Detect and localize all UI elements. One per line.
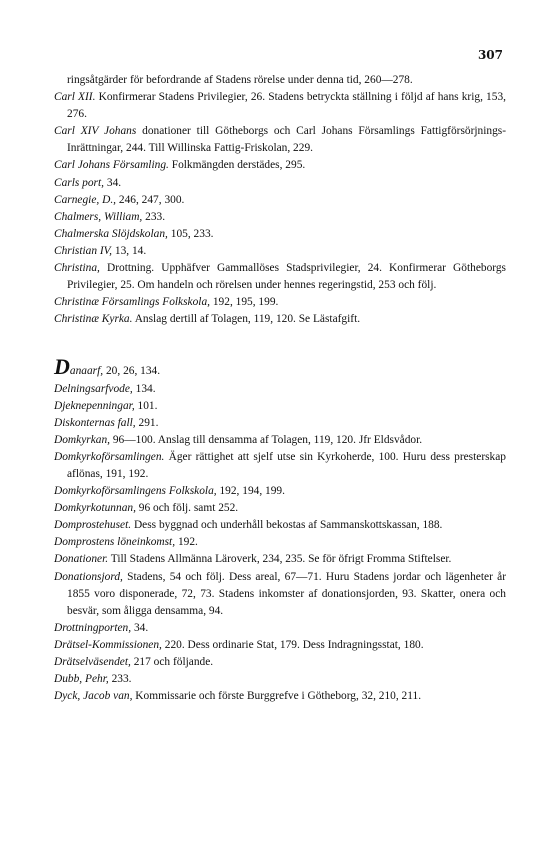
index-entry-text: Folkmängden derstädes, 295.	[171, 159, 306, 172]
index-entry-head: Djeknepenningar,	[54, 399, 135, 412]
index-entry	[54, 157, 506, 174]
index-entry-head: Domkyrkoförsamlingens Folkskola,	[54, 485, 217, 498]
index-entry	[54, 517, 506, 534]
index-entry-head: Domprostehuset.	[54, 519, 132, 532]
index-text	[54, 72, 506, 705]
index-entry-head: Drottningporten,	[54, 621, 132, 634]
index-entry-text: Drottning. Upphäfver Gammallöses Stadsprivilegier, 24. Konfirmerar Götheborgs Privilegier, 25. Om handeln och rörelsen under hennes regeringstid, 253 och följ.	[67, 262, 506, 292]
index-entry-text: Anslag dertill af Tolagen, 119, 120. Se Lästafgift.	[134, 313, 361, 326]
index-entry-head: Christian IV,	[54, 244, 113, 257]
index-entry	[54, 654, 506, 671]
index-entry-text: 291.	[138, 416, 159, 429]
index-entry-text: Kommissarie och förste Burggrefve i Götheborg, 32, 210, 211.	[135, 690, 422, 703]
index-entry-text: 34.	[133, 621, 149, 634]
index-entry	[54, 260, 506, 294]
index-entry	[54, 534, 506, 551]
index-entry-text: ringsåtgärder för befordrande af Stadens rörelse under denna tid, 260—278.	[67, 74, 413, 86]
index-entry	[54, 311, 506, 328]
index-entry-text: Konfirmerar Stadens Privilegier, 26. Stadens betryckta ställning i följd af hans krig, 153, 276.	[67, 91, 506, 121]
index-entry	[54, 671, 506, 688]
page-number: 307	[477, 48, 503, 62]
index-entry-head: Chalmerska Slöjdskolan,	[54, 227, 168, 240]
index-entry-head: Domkyrkoförsamlingen.	[54, 450, 165, 463]
index-entry-head: Dyck, Jacob van,	[54, 690, 133, 703]
index-entry-head: Christinæ Kyrka.	[54, 313, 133, 326]
index-entry	[54, 398, 506, 415]
index-entry	[54, 243, 506, 260]
index-entry	[54, 381, 506, 398]
index-entry	[54, 192, 506, 209]
index-entry-text: 101.	[137, 399, 158, 412]
index-entry	[54, 354, 506, 380]
index-entry-text: 192.	[177, 536, 198, 549]
index-entry	[54, 72, 506, 89]
index-entry-head: Carl Johans Församling.	[54, 159, 169, 172]
section-gap	[54, 328, 506, 358]
index-entry-head: Domkyrkotunnan,	[54, 502, 136, 515]
index-entry-text: 96 och följ. samt 252.	[138, 502, 239, 515]
index-entry-text: 192, 195, 199.	[212, 296, 279, 309]
index-entry-head: Domkyrkan,	[54, 433, 110, 446]
index-entry	[54, 449, 506, 483]
index-entry	[54, 569, 506, 620]
index-entry	[54, 89, 506, 123]
index-entry-head: Carl XII.	[54, 91, 96, 104]
index-entry-head: Carnegie, D.,	[54, 193, 117, 206]
index-entry-text: Till Stadens Allmänna Läroverk, 234, 235. Se för öfrigt Fromma Stiftelser.	[110, 553, 452, 566]
index-entry-text: 217 och följande.	[133, 656, 214, 668]
index-entry	[54, 551, 506, 568]
index-entry-text: 220. Dess ordinarie Stat, 179. Dess Indragningsstat, 180.	[164, 638, 424, 651]
index-entry-head: Domprostens löneinkomst,	[54, 536, 176, 549]
index-entry-text: Äger rättighet att sjelf utse sin Kyrkoherde, 100. Huru dess presterskap aflönas, 191, 192.	[67, 450, 506, 480]
index-entry	[54, 209, 506, 226]
index-entry-head: Donationsjord,	[54, 570, 123, 583]
index-entry-text: 96—100. Anslag till densamma af Tolagen, 119, 120. Jfr Eldsvådor.	[112, 433, 423, 446]
index-entry	[54, 637, 506, 654]
index-entry-head: Carls port,	[54, 176, 105, 189]
index-entry-head: Danaarf,	[54, 354, 104, 380]
index-entry-head: Drätsel-Kommissionen,	[54, 638, 162, 651]
index-entry-text: 20, 26, 134.	[105, 365, 161, 378]
index-entry-text: 233.	[111, 673, 132, 686]
index-entry-head: Chalmers, William,	[54, 210, 143, 223]
index-entry-text: 134.	[135, 382, 156, 395]
index-entry-text: 34.	[106, 176, 122, 189]
index-entry-text: donationer till Götheborgs och Carl Johans Församlings Fattigförsörjnings-Inrättningar, 244. Till Willinska Fattig-Friskolan, 229.	[67, 125, 507, 155]
index-entry	[54, 175, 506, 192]
index-entry-head: Delningsarfvode,	[54, 382, 133, 395]
index-entry-head: Dubb, Pehr,	[54, 673, 109, 686]
index-entry-text: Dess byggnad och underhåll bekostas af Sammanskottskassan, 188.	[133, 519, 443, 532]
index-entry	[54, 688, 506, 705]
index-section-d	[54, 354, 506, 705]
index-section-c	[54, 72, 506, 328]
index-entry-head: Donationer.	[54, 553, 109, 566]
index-entry	[54, 620, 506, 637]
index-entry-head: Drätselväsendet,	[54, 656, 131, 668]
index-entry-text: Stadens, 54 och följ. Dess areal, 67—71. Huru Stadens jordar och lägenheter år 1855 voro disponerade, 72, 73. Stadens inkomster af donationsjorden, 93. Skatter, onera och besvär, som åligga densamma, 94.	[67, 570, 506, 617]
index-entry-head: Diskonternas fall,	[54, 416, 136, 429]
index-entry	[54, 432, 506, 449]
index-entry	[54, 483, 506, 500]
index-entry	[54, 415, 506, 432]
index-entry	[54, 123, 506, 157]
index-entry-text: 105, 233.	[170, 227, 214, 240]
index-entry-head: Christina,	[54, 262, 100, 275]
index-entry-text: 192, 194, 199.	[219, 485, 285, 498]
index-entry	[54, 500, 506, 517]
index-entry-head: Christinæ Församlings Folkskola,	[54, 296, 210, 309]
index-entry	[54, 294, 506, 311]
index-entry-head: Carl XIV Johans	[54, 125, 137, 138]
index-entry-text: 233.	[145, 210, 166, 223]
index-entry-text: 246, 247, 300.	[118, 193, 185, 206]
index-entry	[54, 226, 506, 243]
index-entry-text: 13, 14.	[114, 244, 147, 257]
